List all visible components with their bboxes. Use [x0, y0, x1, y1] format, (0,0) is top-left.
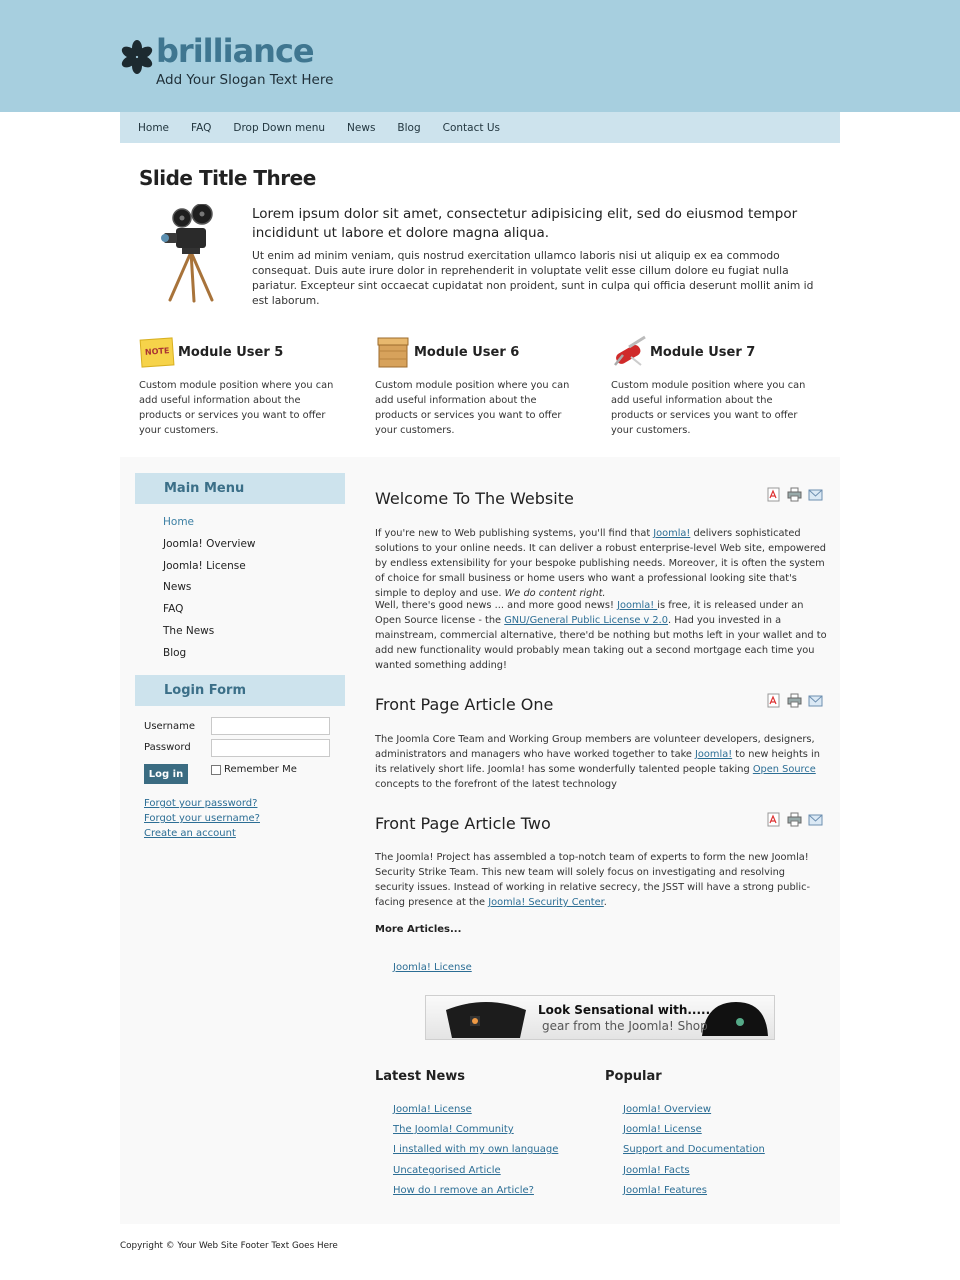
menu-item-joomla-license[interactable]: Joomla! License — [163, 560, 246, 572]
module-text: Custom module position where you can add useful information about the products or services you want to offer your customers. — [611, 380, 806, 436]
logo-text: brilliance — [156, 32, 314, 70]
article-actions — [766, 693, 823, 708]
article-title-one: Front Page Article One — [375, 695, 554, 714]
article-text-one: The Joomla Core Team and Working Group members are volunteer developers, designers, administrators and managers who have worked together to take Joomla! to new heights in its relatively short life. Joomla! has some wonderfully talented people taking Open Source concepts to the forefront of the latest technology — [375, 734, 820, 790]
latest-news-title: Latest News — [375, 1069, 466, 1084]
open-source-link[interactable]: Open Source — [752, 764, 816, 775]
email-icon[interactable] — [808, 487, 823, 502]
slide-lead-text: Lorem ipsum dolor sit amet, consectetur adipisicing elit, sed do eiusmod tempor incididunt ut labore et dolore magna aliqua. — [252, 206, 798, 241]
article-text-two: The Joomla! Project has assembled a top-notch team of experts to form the new Joomla! Security Strike Team. This new team will solely focus on investigating and resolving security issues. Instead of working in relative secrecy, the JSST will have a strong public-facing presence at the Joomla! Security Center. — [375, 852, 811, 908]
top-nav — [120, 112, 840, 143]
forgot-password-link[interactable]: Forgot your password? — [144, 798, 258, 809]
joomla-link[interactable]: Joomla! — [653, 528, 691, 539]
popular-item[interactable]: Joomla! License — [623, 1124, 702, 1135]
banner-headline: Look Sensational with..... — [538, 1003, 711, 1017]
create-account-link[interactable]: Create an account — [144, 828, 236, 839]
popular-item[interactable]: Joomla! Facts — [623, 1165, 690, 1176]
banner-subline: gear from the Joomla! Shop — [542, 1019, 708, 1033]
module-text: Custom module position where you can add useful information about the products or services you want to offer your customers. — [139, 380, 334, 436]
username-input[interactable] — [211, 717, 330, 735]
latest-news-item[interactable]: I installed with my own language — [393, 1144, 559, 1155]
article-actions — [766, 487, 823, 502]
site-header — [0, 0, 960, 112]
security-center-link[interactable]: Joomla! Security Center — [488, 897, 604, 908]
nav-item-contact-us[interactable]: Contact Us — [442, 121, 500, 134]
more-articles-label: More Articles... — [375, 924, 462, 935]
note-icon — [139, 335, 175, 369]
popular-item[interactable]: Joomla! Overview — [623, 1104, 712, 1115]
nav-item-home[interactable]: Home — [138, 121, 170, 134]
latest-news-item[interactable]: Uncategorised Article — [393, 1165, 501, 1176]
joomla-link[interactable]: Joomla! — [617, 600, 658, 611]
more-articles-link[interactable]: Joomla! License — [393, 962, 472, 973]
nav-item-blog[interactable]: Blog — [397, 121, 421, 134]
remember-me-checkbox[interactable] — [211, 765, 221, 775]
site-slogan: Add Your Slogan Text Here — [156, 72, 334, 88]
movie-camera-icon — [160, 204, 222, 304]
box-icon — [375, 335, 411, 369]
menu-item-news[interactable]: News — [163, 581, 192, 593]
nav-item-drop-down-menu[interactable]: Drop Down menu — [233, 121, 326, 134]
password-input[interactable] — [211, 739, 330, 757]
pdf-icon[interactable] — [766, 812, 781, 827]
print-icon[interactable] — [787, 812, 802, 827]
article-text-welcome-1: If you're new to Web publishing systems, you'll find that Joomla! delivers sophisticated solutions to your online needs. It can deliver a robust enterprise-level Web site, empowered by endless extensibility for your bespoke publishing needs. Moreover, it is often the system of choice for small business or home users who want a professional looking site that's simple to deploy and use. We do content right. — [375, 528, 827, 599]
article-title-two: Front Page Article Two — [375, 814, 551, 833]
article-actions — [766, 812, 823, 827]
print-icon[interactable] — [787, 487, 802, 502]
menu-item-joomla-overview[interactable]: Joomla! Overview — [163, 538, 256, 550]
print-icon[interactable] — [787, 693, 802, 708]
joomla-shop-banner[interactable] — [425, 995, 775, 1040]
email-icon[interactable] — [808, 693, 823, 708]
latest-news-item[interactable]: Joomla! License — [393, 1104, 472, 1115]
pdf-icon[interactable] — [766, 487, 781, 502]
module-title: Module User 7 — [650, 345, 756, 360]
asterisk-logo-icon — [120, 40, 154, 74]
footer-copyright: Copyright © Your Web Site Footer Text Goes Here — [120, 1241, 338, 1251]
forgot-username-link[interactable]: Forgot your username? — [144, 813, 260, 824]
main-menu-title: Main Menu — [135, 473, 345, 504]
password-label: Password — [144, 742, 191, 753]
login-form-title: Login Form — [135, 675, 345, 706]
joomla-link[interactable]: Joomla! — [695, 749, 733, 760]
menu-item-home[interactable]: Home — [163, 516, 195, 528]
main-content-area — [120, 457, 840, 1224]
module-text: Custom module position where you can add useful information about the products or services you want to offer your customers. — [375, 380, 570, 436]
pdf-icon[interactable] — [766, 693, 781, 708]
popular-title: Popular — [605, 1069, 662, 1084]
menu-item-blog[interactable]: Blog — [163, 647, 187, 659]
module-title: Module User 5 — [178, 345, 284, 360]
email-icon[interactable] — [808, 812, 823, 827]
slide-body-text: Ut enim ad minim veniam, quis nostrud exercitation ullamco laboris nisi ut aliquip ex ea commodo consequat. Duis aute irure dolor in reprehenderit in voluptate velit esse cillum dolore eu fugiat nulla pariatur. Excepteur sint occaecat cupidatat non proident, sunt in culpa qui officia deserunt mollit anim id est laborum. — [252, 249, 814, 307]
swiss-knife-icon — [611, 335, 647, 369]
login-button[interactable]: Log in — [144, 764, 188, 784]
popular-item[interactable]: Joomla! Features — [623, 1185, 708, 1196]
module-title: Module User 6 — [414, 345, 520, 360]
nav-item-faq[interactable]: FAQ — [191, 121, 212, 134]
slide-title: Slide Title Three — [139, 166, 316, 190]
remember-me-label: Remember Me — [224, 764, 297, 775]
nav-item-news[interactable]: News — [347, 121, 376, 134]
menu-item-the-news[interactable]: The News — [163, 625, 215, 637]
popular-item[interactable]: Support and Documentation — [623, 1144, 765, 1155]
article-text-welcome-2: Well, there's good news ... and more good news! Joomla! is free, it is released under an Open Source license - the GNU/General Public License v 2.0. Had you invested in a mainstream, commercial alternative, there'd be nothing but moths left in your wallet and to add new functionality would probably mean taking out a second mortgage each time you wanted something adding! — [375, 600, 827, 671]
latest-news-item[interactable]: The Joomla! Community — [393, 1124, 514, 1135]
latest-news-item[interactable]: How do I remove an Article? — [393, 1185, 534, 1196]
gnu-license-link[interactable]: GNU/General Public License v 2.0 — [504, 615, 668, 626]
username-label: Username — [144, 721, 195, 732]
svg-text:NOTE: NOTE — [144, 346, 170, 357]
article-title-welcome: Welcome To The Website — [375, 489, 574, 508]
messenger-bag-icon — [440, 998, 532, 1040]
menu-item-faq[interactable]: FAQ — [163, 603, 184, 615]
